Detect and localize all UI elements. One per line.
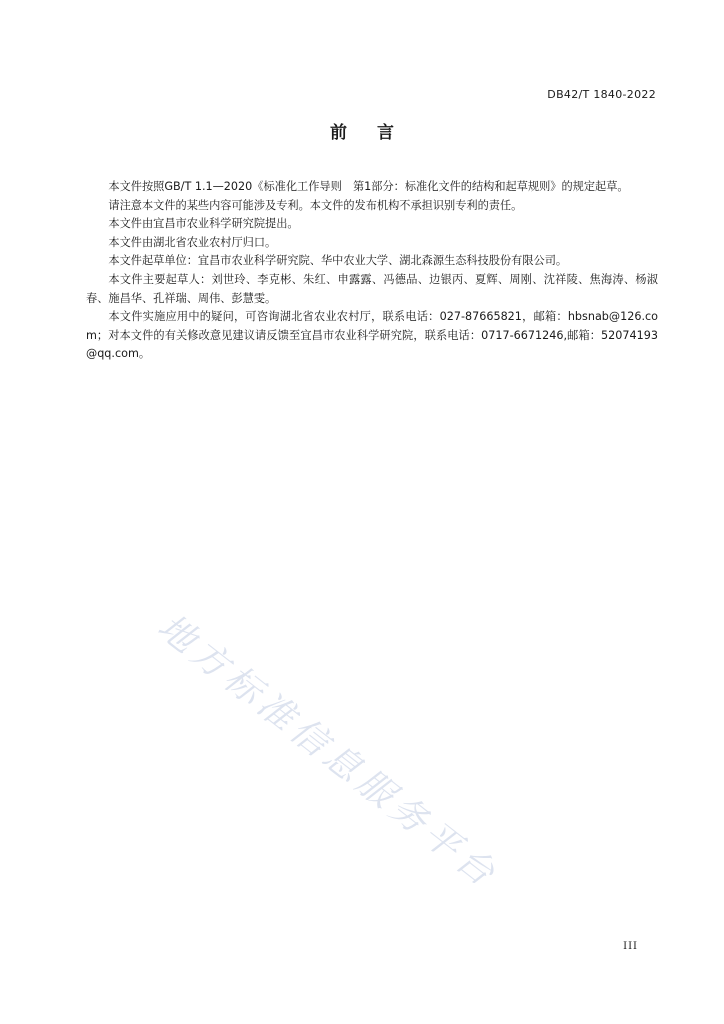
document-code: DB42/T 1840-2022: [547, 88, 656, 101]
paragraph-contact-info: 本文件实施应用中的疑问，可咨询湖北省农业农村厅，联系电话：027-87665821，邮箱：hbsnab@126.com；对本文件的有关修改意见建议请反馈至宜昌市农业科学研究院，联系电话：0717-6671246,邮箱：52074193@qq.com。: [86, 310, 658, 361]
paragraph-proposer: 本文件由宜昌市农业科学研究院提出。: [108, 217, 299, 231]
paragraph-drafters: 本文件主要起草人：刘世玲、李克彬、朱红、申露露、冯德品、边银丙、夏辉、周刚、沈祥陵、焦海涛、杨淑春、施昌华、孔祥瑞、周伟、彭慧雯。: [86, 272, 658, 305]
foreword-body: [86, 178, 658, 364]
paragraph-patent-notice: 请注意本文件的某些内容可能涉及专利。本文件的发布机构不承担识别专利的责任。: [108, 198, 523, 212]
paragraph-drafting-basis: 本文件按照GB/T 1.1—2020《标准化工作导则 第1部分：标准化文件的结构和起草规则》的规定起草。: [108, 180, 629, 193]
page-number: III: [623, 941, 638, 952]
paragraph-administrator: 本文件由湖北省农业农村厅归口。: [108, 235, 277, 249]
page-title: 前言: [330, 123, 424, 143]
paragraph-drafting-units: 本文件起草单位：宜昌市农业科学研究院、华中农业大学、湖北森源生态科技股份有限公司。: [108, 254, 568, 268]
watermark: 地方标准信息服务平台: [149, 606, 507, 898]
